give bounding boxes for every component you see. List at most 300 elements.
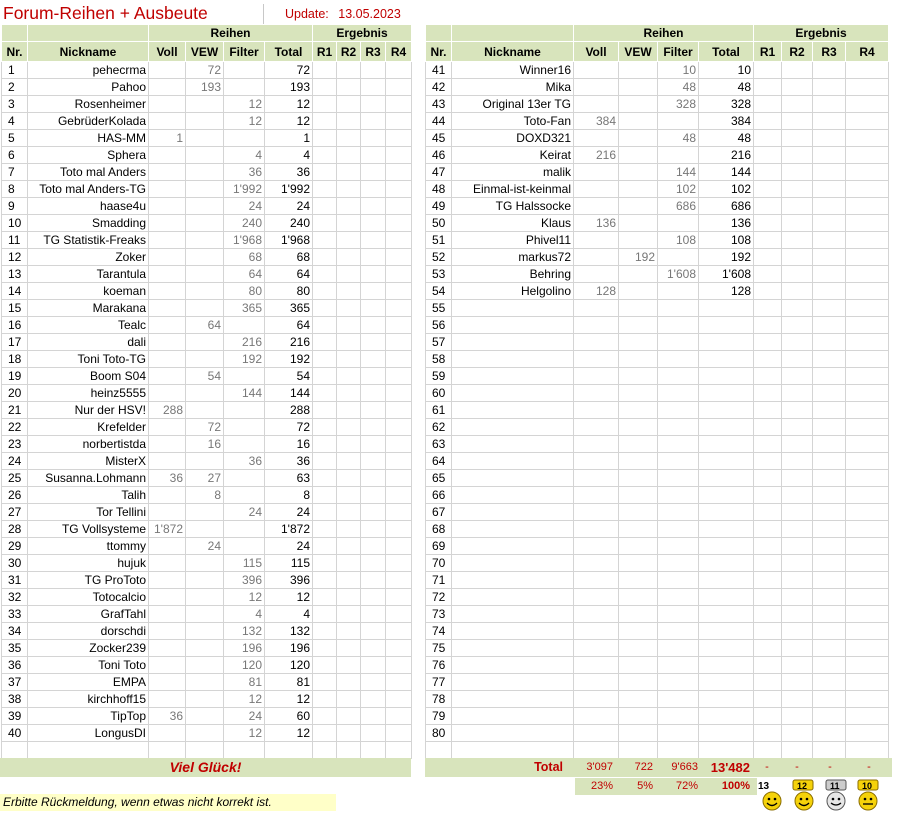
row-r2	[337, 708, 361, 725]
row-r3	[361, 232, 386, 249]
row-voll	[149, 640, 186, 657]
row-voll	[574, 725, 619, 742]
row-voll: 128	[574, 283, 619, 300]
row-r2	[337, 691, 361, 708]
row-filter: 1'968	[224, 232, 265, 249]
row-r4	[386, 470, 412, 487]
row-r4	[846, 351, 889, 368]
row-r1	[754, 419, 782, 436]
row-vew	[619, 79, 658, 96]
row-filter	[224, 368, 265, 385]
table-row	[426, 657, 889, 674]
row-voll	[574, 572, 619, 589]
row-nickname	[452, 402, 574, 419]
row-r4	[846, 589, 889, 606]
blank-cell	[361, 742, 386, 759]
row-vew	[186, 402, 224, 419]
row-number: 56	[426, 317, 452, 334]
row-r3	[813, 470, 846, 487]
row-r1	[313, 266, 337, 283]
row-voll: 288	[149, 402, 186, 419]
row-filter	[658, 334, 699, 351]
row-nickname: Phivel11	[452, 232, 574, 249]
row-r3	[813, 606, 846, 623]
row-r2	[782, 572, 813, 589]
table-row	[2, 215, 412, 232]
row-r1	[313, 317, 337, 334]
row-filter	[224, 419, 265, 436]
blank-cell	[313, 742, 337, 759]
blank-cell	[846, 742, 889, 759]
row-nickname: Toni Toto-TG	[28, 351, 149, 368]
row-total	[699, 708, 754, 725]
row-nickname	[452, 351, 574, 368]
blank-cell	[265, 742, 313, 759]
row-vew: 64	[186, 317, 224, 334]
row-total: 108	[699, 232, 754, 249]
row-voll	[149, 504, 186, 521]
total-r3: -	[828, 761, 832, 773]
row-r2	[782, 555, 813, 572]
row-voll	[149, 334, 186, 351]
row-voll: 216	[574, 147, 619, 164]
row-vew	[186, 555, 224, 572]
row-total	[699, 504, 754, 521]
col-nr: Nr.	[2, 42, 28, 62]
row-r2	[337, 62, 361, 79]
row-r2	[337, 79, 361, 96]
row-r4	[846, 164, 889, 181]
row-vew	[186, 606, 224, 623]
row-number: 1	[2, 62, 28, 79]
row-number: 7	[2, 164, 28, 181]
row-nickname: Sphera	[28, 147, 149, 164]
row-total: 10	[699, 62, 754, 79]
row-vew	[186, 232, 224, 249]
row-r3	[813, 368, 846, 385]
row-r4	[846, 555, 889, 572]
row-number: 79	[426, 708, 452, 725]
row-vew	[619, 725, 658, 742]
row-total: 288	[265, 402, 313, 419]
table-row	[426, 283, 889, 300]
row-r4	[846, 725, 889, 742]
row-r3	[813, 113, 846, 130]
row-r3	[813, 419, 846, 436]
col-r1: R1	[313, 42, 337, 62]
row-r2	[782, 521, 813, 538]
row-r3	[813, 708, 846, 725]
row-vew	[186, 96, 224, 113]
row-r3	[361, 606, 386, 623]
row-nickname: koeman	[28, 283, 149, 300]
row-nickname	[452, 640, 574, 657]
row-r2	[782, 402, 813, 419]
row-filter: 396	[224, 572, 265, 589]
row-r4	[386, 487, 412, 504]
row-r3	[361, 181, 386, 198]
row-r4	[846, 317, 889, 334]
row-r3	[813, 334, 846, 351]
row-nickname: Zocker239	[28, 640, 149, 657]
table-row	[426, 572, 889, 589]
row-number: 43	[426, 96, 452, 113]
row-number: 20	[2, 385, 28, 402]
row-r4	[386, 674, 412, 691]
row-r3	[813, 521, 846, 538]
row-nickname: HAS-MM	[28, 130, 149, 147]
row-vew	[186, 249, 224, 266]
row-r1	[754, 555, 782, 572]
row-r2	[782, 351, 813, 368]
row-r2	[337, 164, 361, 181]
row-nickname: GrafTahl	[28, 606, 149, 623]
table-row	[426, 317, 889, 334]
row-voll	[149, 385, 186, 402]
row-r3	[361, 623, 386, 640]
row-r4	[846, 147, 889, 164]
row-r3	[813, 674, 846, 691]
row-number: 10	[2, 215, 28, 232]
row-r1	[754, 623, 782, 640]
row-filter	[658, 555, 699, 572]
table-row	[426, 623, 889, 640]
row-filter	[658, 113, 699, 130]
row-voll	[574, 266, 619, 283]
row-r2	[782, 504, 813, 521]
row-voll	[574, 708, 619, 725]
row-vew: 193	[186, 79, 224, 96]
row-nickname: Talih	[28, 487, 149, 504]
row-r1	[313, 504, 337, 521]
row-total	[699, 351, 754, 368]
row-r1	[754, 232, 782, 249]
table-left	[1, 24, 412, 759]
row-r4	[846, 368, 889, 385]
table-row	[2, 283, 412, 300]
row-r2	[337, 589, 361, 606]
row-nickname	[452, 538, 574, 555]
table-row	[2, 470, 412, 487]
row-number: 46	[426, 147, 452, 164]
row-total	[699, 470, 754, 487]
row-r4	[846, 572, 889, 589]
row-nickname: haase4u	[28, 198, 149, 215]
row-r1	[754, 181, 782, 198]
row-r3	[361, 691, 386, 708]
row-nickname: Keirat	[452, 147, 574, 164]
table-row	[2, 589, 412, 606]
row-r1	[313, 623, 337, 640]
row-number: 26	[2, 487, 28, 504]
row-filter	[658, 249, 699, 266]
table-row	[426, 368, 889, 385]
col-r4: R4	[386, 42, 412, 62]
row-voll	[149, 674, 186, 691]
row-total: 396	[265, 572, 313, 589]
row-number: 77	[426, 674, 452, 691]
col-filter: Filter	[224, 42, 265, 62]
table-row	[426, 725, 889, 742]
row-vew	[186, 164, 224, 181]
smiley-11-icon	[821, 779, 851, 813]
row-r1	[754, 589, 782, 606]
row-r3	[361, 368, 386, 385]
row-filter: 12	[224, 589, 265, 606]
row-r4	[846, 113, 889, 130]
row-filter: 196	[224, 640, 265, 657]
row-number: 25	[2, 470, 28, 487]
row-number: 53	[426, 266, 452, 283]
row-r1	[754, 657, 782, 674]
row-total	[699, 385, 754, 402]
row-voll	[574, 300, 619, 317]
row-number: 38	[2, 691, 28, 708]
row-nickname	[452, 657, 574, 674]
row-voll	[149, 351, 186, 368]
row-nickname: Behring	[452, 266, 574, 283]
row-total: 365	[265, 300, 313, 317]
row-total: 115	[265, 555, 313, 572]
row-filter: 240	[224, 215, 265, 232]
row-r3	[361, 504, 386, 521]
row-number: 2	[2, 79, 28, 96]
row-r4	[846, 436, 889, 453]
blank-cell	[224, 742, 265, 759]
row-r1	[313, 385, 337, 402]
row-nickname	[452, 623, 574, 640]
row-r2	[782, 62, 813, 79]
totals-row	[425, 758, 892, 777]
row-r2	[782, 487, 813, 504]
row-nickname	[452, 334, 574, 351]
row-r4	[386, 555, 412, 572]
row-nickname	[452, 674, 574, 691]
row-vew	[619, 436, 658, 453]
row-filter: 24	[224, 198, 265, 215]
percent-filter: 72%	[675, 780, 698, 792]
row-total	[699, 606, 754, 623]
row-filter	[658, 691, 699, 708]
row-voll: 384	[574, 113, 619, 130]
col-filter: Filter	[658, 42, 699, 62]
row-number: 31	[2, 572, 28, 589]
total-r1: -	[765, 761, 769, 773]
row-r4	[386, 453, 412, 470]
row-voll	[574, 62, 619, 79]
row-number: 64	[426, 453, 452, 470]
row-r3	[361, 708, 386, 725]
row-r1	[313, 147, 337, 164]
row-vew	[619, 96, 658, 113]
row-number: 8	[2, 181, 28, 198]
table-row	[426, 402, 889, 419]
row-r4	[386, 181, 412, 198]
row-total: 72	[265, 419, 313, 436]
row-r2	[782, 691, 813, 708]
row-voll	[149, 436, 186, 453]
row-filter: 192	[224, 351, 265, 368]
table-row	[426, 300, 889, 317]
row-vew	[619, 181, 658, 198]
row-nickname: heinz5555	[28, 385, 149, 402]
row-voll	[149, 419, 186, 436]
row-total: 64	[265, 317, 313, 334]
row-r3	[813, 402, 846, 419]
row-filter	[658, 572, 699, 589]
col-total: Total	[265, 42, 313, 62]
row-r2	[337, 555, 361, 572]
row-r3	[813, 215, 846, 232]
row-total: 68	[265, 249, 313, 266]
row-total: 24	[265, 538, 313, 555]
row-filter: 102	[658, 181, 699, 198]
row-r3	[361, 385, 386, 402]
table-row	[426, 419, 889, 436]
row-filter	[224, 130, 265, 147]
row-voll	[574, 198, 619, 215]
row-r4	[386, 351, 412, 368]
row-voll	[574, 232, 619, 249]
row-total: 8	[265, 487, 313, 504]
table-row	[2, 504, 412, 521]
row-voll	[149, 79, 186, 96]
row-r4	[846, 606, 889, 623]
row-filter	[224, 521, 265, 538]
row-filter	[658, 487, 699, 504]
row-r1	[313, 606, 337, 623]
row-voll	[149, 453, 186, 470]
row-r2	[782, 79, 813, 96]
row-total: 196	[265, 640, 313, 657]
row-voll	[574, 130, 619, 147]
row-vew	[186, 266, 224, 283]
row-vew	[619, 317, 658, 334]
row-filter: 36	[224, 453, 265, 470]
page-title: Forum-Reihen + Ausbeute	[3, 3, 208, 23]
row-r3	[361, 266, 386, 283]
row-vew	[619, 334, 658, 351]
row-r2	[337, 266, 361, 283]
row-r2	[782, 368, 813, 385]
row-number: 55	[426, 300, 452, 317]
col-vew: VEW	[619, 42, 658, 62]
row-vew	[186, 113, 224, 130]
row-r2	[337, 402, 361, 419]
row-r3	[813, 640, 846, 657]
row-number: 35	[2, 640, 28, 657]
table-row	[426, 147, 889, 164]
row-voll	[574, 606, 619, 623]
row-r4	[846, 657, 889, 674]
row-voll	[149, 572, 186, 589]
row-number: 3	[2, 96, 28, 113]
row-r4	[846, 266, 889, 283]
row-r1	[313, 589, 337, 606]
row-number: 42	[426, 79, 452, 96]
col-nickname: Nickname	[28, 42, 149, 62]
row-nickname	[452, 470, 574, 487]
row-r1	[313, 436, 337, 453]
row-filter	[658, 657, 699, 674]
col-r1: R1	[754, 42, 782, 62]
row-r2	[782, 164, 813, 181]
row-vew	[619, 385, 658, 402]
table-row	[426, 691, 889, 708]
row-r3	[361, 555, 386, 572]
row-r3	[813, 385, 846, 402]
row-nickname	[452, 555, 574, 572]
row-r4	[386, 215, 412, 232]
row-filter	[224, 317, 265, 334]
blank-cell	[452, 742, 574, 759]
row-r3	[361, 317, 386, 334]
row-number: 4	[2, 113, 28, 130]
row-r1	[313, 334, 337, 351]
percent-vew: 5%	[637, 780, 653, 792]
row-total	[699, 402, 754, 419]
row-r2	[782, 538, 813, 555]
row-r3	[361, 130, 386, 147]
row-number: 45	[426, 130, 452, 147]
row-r2	[782, 130, 813, 147]
row-vew	[186, 283, 224, 300]
row-vew	[186, 130, 224, 147]
row-r4	[846, 283, 889, 300]
row-filter	[658, 640, 699, 657]
row-filter: 216	[224, 334, 265, 351]
row-nickname: Marakana	[28, 300, 149, 317]
row-r4	[846, 419, 889, 436]
row-filter: 48	[658, 79, 699, 96]
row-filter: 144	[224, 385, 265, 402]
row-voll	[149, 147, 186, 164]
row-total	[699, 589, 754, 606]
row-r2	[337, 419, 361, 436]
col-voll: Voll	[149, 42, 186, 62]
row-total: 216	[699, 147, 754, 164]
row-r4	[386, 436, 412, 453]
smiley-11-label: 11	[830, 781, 840, 791]
row-total: 54	[265, 368, 313, 385]
table-row	[426, 79, 889, 96]
row-voll	[149, 555, 186, 572]
row-voll: 1'872	[149, 521, 186, 538]
table-row	[426, 453, 889, 470]
blank-cell	[619, 742, 658, 759]
table-row	[2, 232, 412, 249]
row-total: 686	[699, 198, 754, 215]
row-r3	[813, 232, 846, 249]
table-row	[2, 521, 412, 538]
row-nickname: Original 13er TG	[452, 96, 574, 113]
row-r4	[386, 623, 412, 640]
title-divider	[263, 4, 264, 25]
row-voll	[574, 368, 619, 385]
row-filter: 68	[224, 249, 265, 266]
row-total	[699, 419, 754, 436]
row-r1	[754, 538, 782, 555]
row-total: 1'968	[265, 232, 313, 249]
blank-row	[426, 742, 889, 759]
row-r2	[782, 589, 813, 606]
row-r1	[754, 130, 782, 147]
row-r3	[361, 419, 386, 436]
row-filter: 12	[224, 96, 265, 113]
table-row	[2, 113, 412, 130]
row-number: 28	[2, 521, 28, 538]
row-r1	[313, 79, 337, 96]
